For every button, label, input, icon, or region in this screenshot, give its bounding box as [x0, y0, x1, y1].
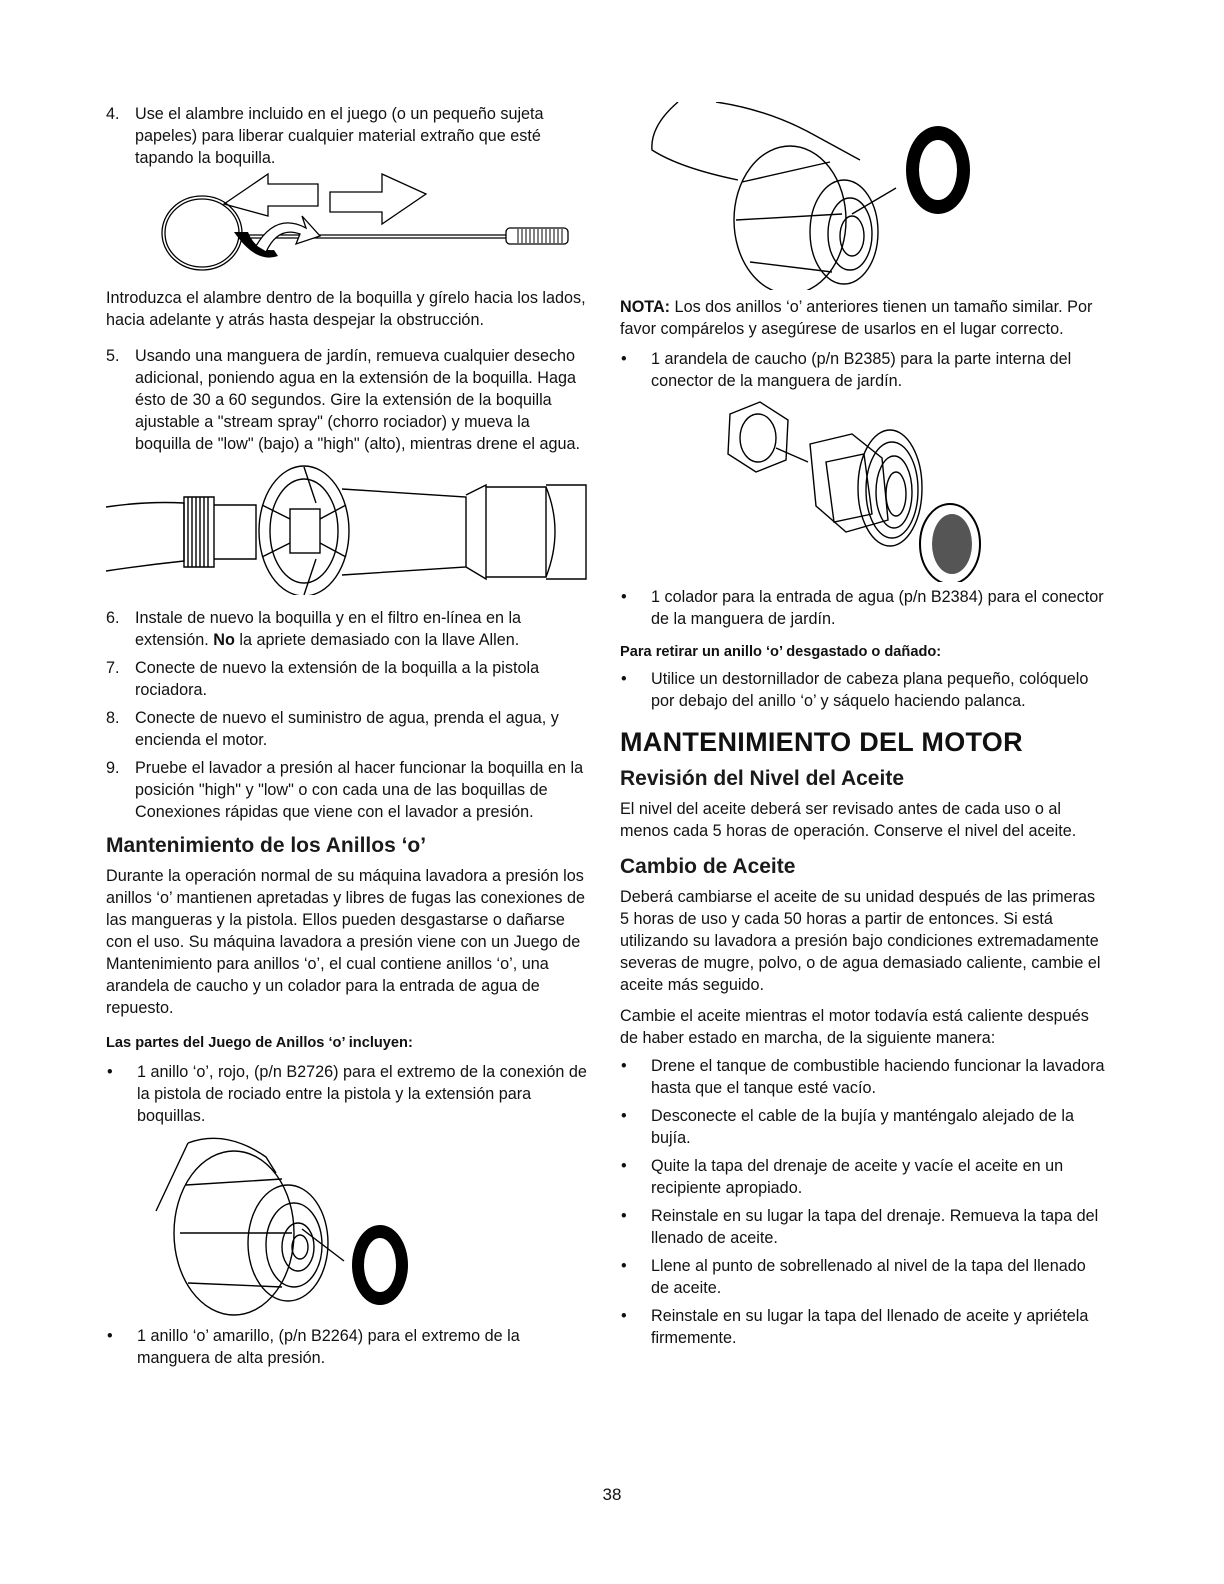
remove-bullet [620, 668, 1108, 712]
step-number: 7. [106, 659, 120, 677]
remove-oring-heading: Para retirar un anillo ‘o’ desgastado o dañado: [620, 644, 942, 660]
step-text: Conecte de nuevo el suministro de agua, prenda el agua, y encienda el motor. [135, 709, 559, 749]
kit-bullet-yellow-oring [106, 1325, 588, 1369]
bullet: • [621, 350, 627, 368]
oil-change-paragraph-1: Deberá cambiarse el aceite de su unidad después de las primeras 5 horas de uso y cada 50 horas a partir de entonces. Si está utilizando su lavadora a presión bajo condiciones extremadamente severas de mugre, polvo, o de agua demasiado caliente, cambie el aceite más seguido. [620, 888, 1101, 994]
nota-paragraph: NOTA: Los dos anillos ‘o’ anteriores tienen un tamaño similar. Por favor compárelos y asegúrese de usarlos en el lugar correcto. [620, 298, 1093, 338]
nozzle-face-icon [259, 466, 349, 595]
step-text: Conecte de nuevo la extensión de la boquilla a la pistola rociadora. [135, 659, 540, 699]
hose-end-oring-illustration [620, 102, 1108, 290]
oil-change-paragraph-2: Cambie el aceite mientras el motor todavía está caliente después de haber estado en marcha, de la siguiente manera: [620, 1007, 1089, 1047]
step-6 [106, 607, 588, 651]
motor-maintenance-heading: MANTENIMIENTO DEL MOTOR [620, 727, 1023, 757]
oil-step: • Reinstale en su lugar la tapa del llenado de aceite y apriétela firmemente. [621, 1307, 1089, 1347]
step-number: 8. [106, 709, 120, 727]
gun-connector-oring-illustration [106, 1133, 588, 1321]
strainer-bullet [620, 586, 1108, 630]
bullet: • [621, 588, 627, 606]
bullet-text: Utilice un destornillador de cabeza plana pequeño, colóquelo por debajo del anillo ‘o’ y sáquelo haciendo palanca. [651, 670, 1089, 710]
washer-bullet [620, 348, 1108, 392]
oil-check-heading: Revisión del Nivel del Aceite [620, 767, 904, 790]
bullet-text: 1 colador para la entrada de agua (p/n B2384) para el conector de la manguera de jardín. [651, 588, 1104, 628]
bullet-text: 1 arandela de caucho (p/n B2385) para la parte interna del conector de la manguera de jardín. [651, 350, 1072, 390]
oil-step: • Llene al punto de sobrellenado al nivel de la tapa del llenado de aceite. [621, 1257, 1086, 1297]
oil-step: • Reinstale en su lugar la tapa del drenaje. Remueva la tapa del llenado de aceite. [621, 1207, 1099, 1247]
step-8 [106, 707, 588, 751]
kit-bullet-red-oring [106, 1061, 588, 1127]
hose-nut-icon [734, 146, 846, 290]
step-text: Pruebe el lavador a presión al hacer funcionar la boquilla en la posición "high" y "low" o con cada una de las boquillas de Conexiones rápidas que viene con el lavador a presión. [135, 759, 584, 821]
bullet: • [107, 1063, 113, 1081]
step-number: 4. [106, 105, 120, 123]
wire-cleaning-illustration [106, 172, 588, 282]
left-column [106, 98, 588, 1369]
wire-caption: Introduzca el alambre dentro de la boquilla y gírelo hacia los lados, hacia adelante y atrás hasta despejar la obstrucción. [106, 289, 586, 329]
kit-heading: Las partes del Juego de Anillos ‘o’ incluyen: [106, 1035, 413, 1051]
arrow-left-icon [224, 174, 318, 216]
arrow-right-icon [330, 174, 426, 224]
oil-step: • Desconecte el cable de la bujía y manténgalo alejado de la bujía. [621, 1107, 1074, 1147]
oil-check-paragraph: El nivel del aceite deberá ser revisado antes de cada uso o al menos cada 5 horas de operación. Conserve el nivel del aceite. [620, 800, 1077, 840]
oring-paragraph: Durante la operación normal de su máquina lavadora a presión los anillos ‘o’ mantienen apretadas y libres de fugas las conexiones de las mangueras y la pistola. Ellos pueden desgastarse o dañarse con el uso. Su máquina lavadora a presión viene con un Juego de Mantenimiento para anillos ‘o’, el cual contiene anillos ‘o’, una arandela de caucho y un colador para la entrada de agua de repuesto. [106, 867, 586, 1017]
step-number: 9. [106, 759, 120, 777]
step-text: Usando una manguera de jardín, remueva cualquier desecho adicional, poniendo agua en la extensión de la boquilla. Haga ésto de 30 a 60 segundos. Gire la extensión de la boquilla ajustable a "stream spray" (chorro rociador) y mueva la boquilla de "low" (bajo) a "high" (alto), mientras drene el agua. [135, 347, 581, 453]
step-4 [106, 103, 588, 169]
washer-strainer-illustration [620, 398, 1108, 582]
oil-change-steps [620, 1055, 1108, 1349]
bullet: • [621, 670, 627, 688]
step-text: Instale de nuevo la boquilla y en el filtro en-línea en la extensión. No la apriete demasiado con la llave Allen. [135, 609, 522, 649]
oil-step: • Drene el tanque de combustible haciendo funcionar la lavadora hasta que el tanque esté vacío. [621, 1057, 1105, 1097]
oring-heading: Mantenimiento de los Anillos ‘o’ [106, 834, 427, 857]
bullet-text: 1 anillo ‘o’, rojo, (p/n B2726) para el extremo de la conexión de la pistola de rociado entre la pistola y la extensión para boquillas. [137, 1063, 587, 1125]
bullet: • [107, 1327, 113, 1345]
wire-loop-icon [162, 196, 242, 270]
step-number: 5. [106, 347, 120, 365]
nozzle-extension-illustration [106, 465, 588, 595]
step-number: 6. [106, 609, 120, 627]
right-column [620, 98, 1108, 1349]
step-text: Use el alambre incluido en el juego (o un pequeño sujeta papeles) para liberar cualquier material extraño que esté tapando la boquilla. [135, 105, 544, 167]
step-5 [106, 345, 588, 455]
page-number: 38 [602, 1485, 622, 1504]
oil-step: • Quite la tapa del drenaje de aceite y vacíe el aceite en un recipiente apropiado. [621, 1157, 1064, 1197]
step-9 [106, 757, 588, 823]
bullet-text: 1 anillo ‘o’ amarillo, (p/n B2264) para el extremo de la manguera de alta presión. [137, 1327, 520, 1367]
step-7 [106, 657, 588, 701]
oil-change-heading: Cambio de Aceite [620, 855, 796, 878]
